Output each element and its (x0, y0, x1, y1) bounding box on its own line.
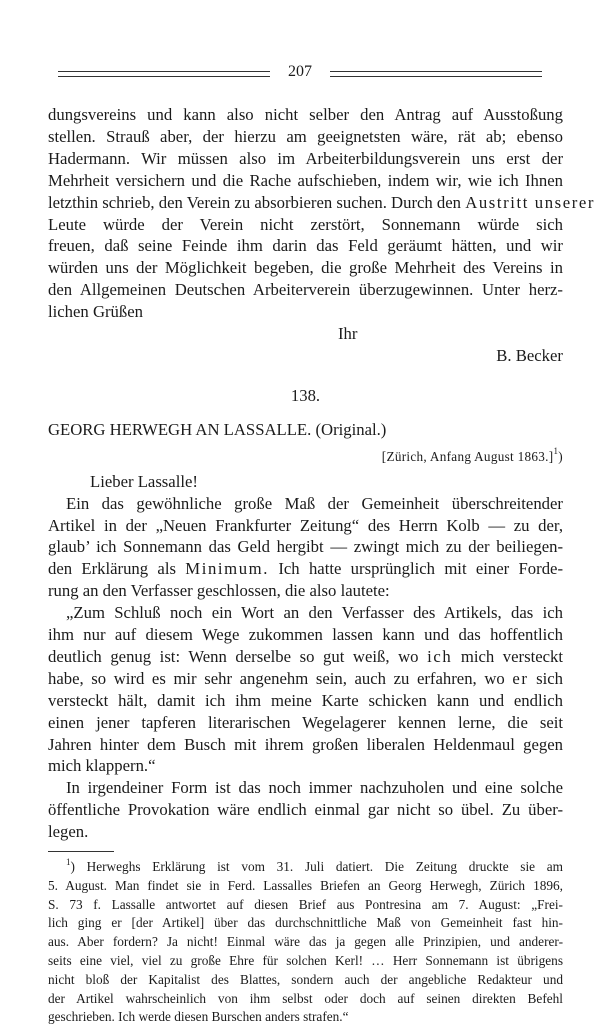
footnote-separator (48, 851, 114, 852)
footnote-line (48, 858, 563, 877)
footnote-line: seits eine viel, viel zu große Ehre für solchen Kerl! … Herr Sonnemann ist übrigens (48, 953, 563, 969)
main-text (48, 104, 596, 843)
spaced-emphasis: Minimum. (185, 559, 270, 579)
text-fragment: letzthin schrieb, den Verein zu absorbieren suchen. Durch den (48, 192, 462, 212)
spaced-emphasis: ich (427, 646, 453, 666)
text-line: Jahren hinter dem Busch mit ihrem großen liberalen Heldenmaul gegen (48, 734, 563, 754)
text-line (48, 668, 563, 690)
text-line: legen. (48, 822, 89, 842)
paragraph (48, 777, 563, 843)
text-line: versteckt hält, damit ich ihm meine Karte schicken kann und endlich (48, 690, 563, 710)
previous-letter-ending (48, 104, 596, 323)
text-line: Leute würde der Verein nicht zerstört, Sonnemann würde sich (48, 214, 563, 234)
text-line: dungsvereins und kann also nicht selber den Antrag auf Ausstoßung (48, 105, 563, 124)
text-line: glaub’ ich Sonnemann das Geld hergibt — zwingt mich zu der beiliegen- (48, 537, 563, 557)
text-line: Ein das gewöhnliche große Maß der Gemeinheit überschreitender (66, 493, 563, 513)
text-fragment: habe, so wird es mir sehr angenehm sein, auch zu erfahren, wo (48, 668, 505, 688)
text-line: „Zum Schluß noch ein Wort an den Verfasser des Artikels, das ich (66, 603, 563, 623)
text-fragment: mich versteckt (460, 646, 564, 666)
letter-dateline (48, 447, 563, 467)
text-fragment: Ich hatte ursprünglich mit einer Forde- (278, 559, 564, 579)
text-line: würden uns der Möglichkeit begeben, die große Mehrheit des Vereins in (48, 258, 563, 278)
text-line: In irgendeiner Form ist das noch immer nachzuholen und eine solche (66, 778, 563, 798)
footnote-line: lich ging er [der Artikel] über das durchschnittliche Maß von Gemeinheit fast hin- (48, 915, 563, 931)
text-line: rung an den Verfasser geschlossen, die also lautete: (48, 581, 390, 601)
footnote-ref: 1 (553, 446, 559, 457)
paragraph (48, 493, 563, 603)
footnote-line: geschrieben. Ich werde diesen Burschen anders strafen.“ (48, 1009, 349, 1025)
header-rule-right (330, 71, 542, 77)
letter-number: 138. (290, 385, 321, 405)
text-line: Artikel in der „Neuen Frankfurter Zeitung“ des Herrn Kolb — zu der, (48, 515, 563, 535)
footnotes (48, 858, 563, 1027)
header-rule-left (58, 71, 270, 77)
dateline-text: [Zürich, Anfang August 1863.] (381, 448, 554, 464)
text-line: Mehrheit versichern und die Rache aufschieben, indem wir, wie ich Ihnen (48, 170, 563, 190)
footnote-line: S. 73 f. Lassalle antwortet auf diesen Brief aus Pontresina am 7. August: „Frei- (48, 896, 563, 912)
letter-heading: GEORG HERWEGH AN LASSALLE. (Original.) (48, 419, 387, 439)
text-line (48, 558, 563, 580)
block-quote (48, 602, 563, 777)
text-fragment: den Erklärung als (48, 559, 176, 579)
text-fragment: sich (536, 668, 564, 688)
page-number: 207 (288, 63, 312, 80)
footnote-line: aus. Aber fordern? Ja nicht! Einmal wäre das ja gegen alle Prinzipien, und anderer- (48, 934, 563, 950)
running-header (48, 62, 563, 82)
text-line (48, 192, 596, 214)
footnote-ref-paren: ) (558, 448, 563, 464)
text-line: öffentliche Provokation wäre endlich einmal gar nicht so übel. Zu über- (48, 800, 563, 820)
text-line: freuen, daß seine Feinde ihm darin das Feld geräumt hätten, und wir (48, 236, 563, 256)
text-line: den Allgemeinen Deutschen Arbeiterverein überzugewinnen. Unter herz- (48, 280, 563, 300)
footnote-text: Herweghs Erklärung ist vom 31. Juli datiert. Die Zeitung druckte sie am (86, 859, 563, 875)
spaced-emphasis: Austritt unserer (465, 192, 596, 212)
spaced-emphasis: er (512, 668, 529, 688)
text-line (48, 646, 563, 668)
text-line: mich klappern.“ (48, 756, 156, 776)
book-page (48, 62, 596, 1027)
text-line: Hadermann. Wir müssen also im Arbeiterbildungsverein uns erst der (48, 148, 563, 168)
signature-closing: Ihr (338, 324, 358, 344)
footnote-marker: 1 (66, 856, 71, 867)
footnote-line: der Artikel wahrscheinlich von ihm selbst oder doch auf seinen direkten Befehl (48, 990, 563, 1006)
footnote-line: 5. August. Man findet sie in Ferd. Lassalles Briefen an Georg Herwegh, Zürich 1896, (48, 877, 563, 893)
text-line: einen jener tapferen literarischen Wegelagerer kennen lerne, die seit (48, 712, 563, 732)
text-line: ihm nur auf diesem Wege zukommen lassen kann und das hoffentlich (48, 625, 563, 645)
footnote-line: nicht bloß der Kapitalist des Blattes, sondern auch der angebliche Redakteur und (48, 971, 563, 987)
text-line: stellen. Strauß aber, der hierzu am geeignetsten wäre, rät ab; ebenso (48, 126, 563, 146)
footnote-marker-paren: ) (70, 859, 75, 875)
text-fragment: deutlich genug ist: Wenn derselbe so gut weiß, wo (48, 646, 419, 666)
text-line: lichen Grüßen (48, 302, 143, 322)
signature-name: B. Becker (496, 345, 563, 365)
salutation: Lieber Lassalle! (90, 471, 198, 491)
